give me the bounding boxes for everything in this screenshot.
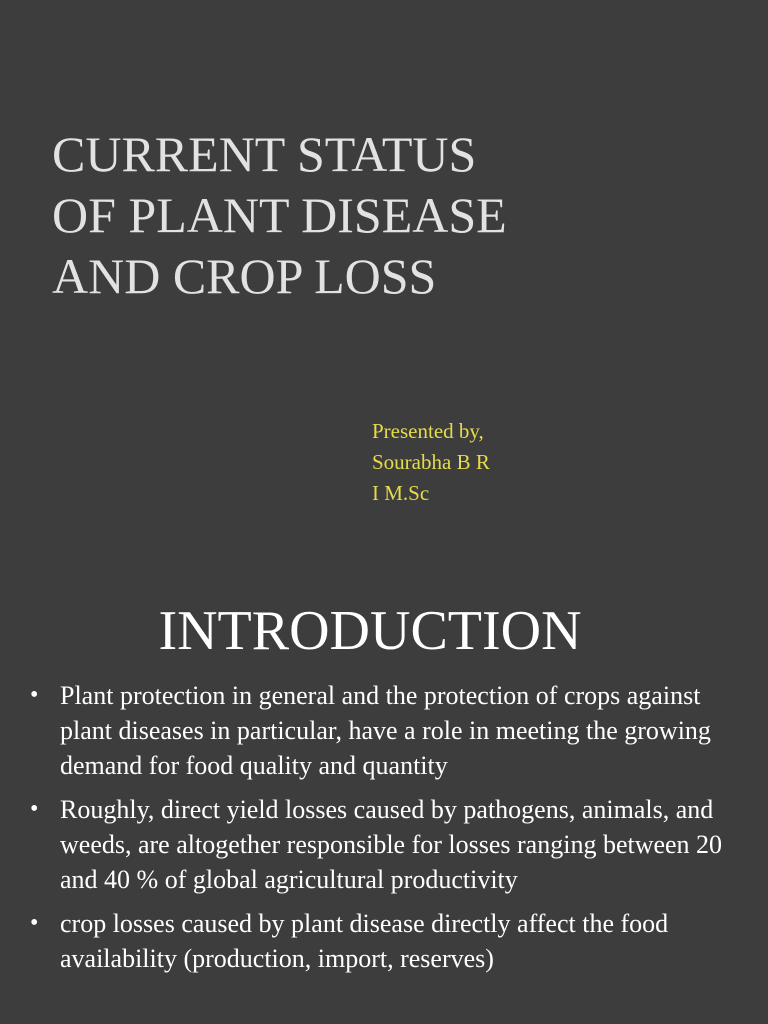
bullet-dot-icon: •: [30, 682, 39, 708]
bullet-text: Plant protection in general and the protection of crops against plant diseases in particular, have a role in meeting the growing demand for food quality and quantity: [60, 681, 711, 780]
presenter-course: I M.Sc: [372, 481, 430, 505]
title-line: AND CROP LOSS: [52, 248, 437, 304]
slide-heading: INTRODUCTION: [158, 600, 582, 662]
bullet-item: [30, 678, 730, 783]
title-line: CURRENT STATUS: [52, 126, 477, 182]
bullet-dot-icon: •: [30, 796, 39, 822]
introduction-slide: [0, 580, 768, 1024]
bullet-text: crop losses caused by plant disease directly affect the food availability (production, import, reserves): [60, 909, 669, 973]
bullet-item: [30, 792, 730, 897]
presenter-info: [372, 416, 490, 509]
presented-by-label: Presented by,: [372, 419, 484, 443]
presenter-name: Sourabha B R: [372, 450, 490, 474]
title-line: OF PLANT DISEASE: [52, 187, 507, 243]
presentation-title: [52, 124, 712, 307]
bullet-dot-icon: •: [30, 910, 39, 936]
bullet-list: [30, 678, 730, 985]
bullet-item: [30, 906, 730, 976]
bullet-text: Roughly, direct yield losses caused by pathogens, animals, and weeds, are altogether responsible for losses ranging between 20 and 40 % of global agricultural productivity: [60, 795, 723, 894]
